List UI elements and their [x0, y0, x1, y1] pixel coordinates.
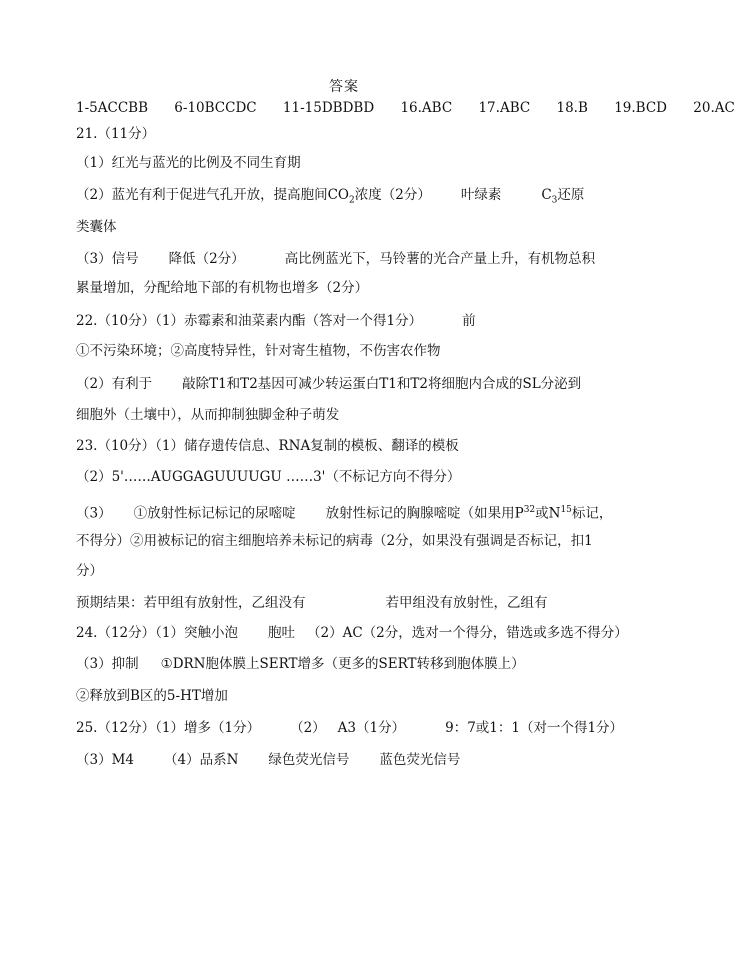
q21-part2-text: 还原 — [557, 187, 585, 203]
q22-line2: ①不污染环境；②高度特异性，针对寄生植物，不伤害农作物 — [76, 343, 441, 359]
q25-text: 9：7或1：1（对一个得1分） — [445, 720, 624, 736]
q21-part2-text: C — [541, 187, 552, 203]
q21-part3-text: 高比例蓝光下，马铃薯的光合产量上升，有机物总积 — [284, 251, 596, 267]
q21-part3-cont: 累量增加，分配给地下部的有机物也增多（2分） — [76, 280, 369, 296]
q21-heading: 21.（11分） — [76, 126, 156, 142]
multiple-choice-answers — [76, 98, 735, 118]
mc-answer: 19.BCD — [614, 100, 667, 116]
q25-text: 蓝色荧光信号 — [379, 752, 461, 768]
q24-line1 — [76, 623, 636, 643]
q23-line2: （2）5'……AUGGAGUUUUGU ……3'（不标记方向不得分） — [76, 469, 461, 485]
q21-part2-text: 浓度（2分） — [354, 187, 431, 203]
subscript: 3 — [551, 195, 558, 206]
q23-line3 — [76, 500, 636, 524]
q23-text: 预期结果：若甲组有放射性，乙组没有 — [76, 595, 306, 611]
q24-text: 24.（12分）（1）突触小泡 — [76, 625, 238, 641]
superscript: 32 — [523, 505, 536, 515]
q23-text: 若甲组没有放射性，乙组有 — [385, 595, 548, 611]
subscript: 2 — [349, 195, 355, 206]
q25-text: （2） — [290, 720, 326, 736]
q22-line4: 细胞外（土壤中），从而抑制独脚金种子萌发 — [76, 407, 340, 423]
q24-text: （2）AC（2分，选对一个得分，错选或多选不得分） — [307, 625, 628, 641]
q21-part3-text: （3）信号 — [76, 251, 139, 267]
q23-text: 放射性标记的胸腺嘧啶（如果用P — [325, 505, 524, 522]
q23-expected-result — [76, 593, 636, 613]
superscript: 15 — [560, 505, 572, 515]
page-title: 答案 — [329, 79, 359, 95]
q21-part1: （1）红光与蓝光的比例及不同生育期 — [76, 155, 301, 171]
q24-line2 — [76, 654, 636, 674]
q23-line1: 23.（10分）（1）储存遗传信息、RNA复制的模板、翻译的模板 — [76, 438, 459, 454]
q23-text: ①放射性标记标记的尿嘧啶 — [133, 505, 296, 522]
q24-text: （3）抑制 — [76, 656, 139, 672]
q22-text: 敲除T1和T2基因可减少转运蛋白T1和T2将细胞内合成的SL分泌到 — [182, 376, 582, 392]
q23-text: （3） — [76, 505, 112, 522]
mc-answer: 6-10BCCDC — [174, 100, 257, 116]
mc-answer: 17.ABC — [478, 100, 531, 116]
mc-answer: 16.ABC — [400, 100, 453, 116]
q21-part3 — [76, 249, 636, 269]
q23-line5: 分） — [76, 563, 103, 579]
q25-text: 绿色荧光信号 — [268, 752, 350, 768]
q22-text: （2）有利于 — [76, 376, 153, 392]
q25-line1 — [76, 718, 636, 738]
mc-answer: 11-15DBDBD — [282, 100, 375, 116]
q21-part2-cont: 类囊体 — [76, 219, 117, 235]
q25-text: （4）品系N — [164, 752, 239, 768]
q22-line3 — [76, 374, 636, 394]
mc-answer: 18.B — [556, 100, 588, 116]
mc-answer: 1-5ACCBB — [76, 100, 148, 116]
q21-part3-text: 降低（2分） — [168, 251, 245, 267]
q25-text: A3（1分） — [337, 720, 406, 736]
q24-line3: ②释放到B区的5-HT增加 — [76, 688, 228, 704]
q21-part2-text: （2）蓝光有利于促进气孔开放，提高胞间CO — [76, 187, 349, 203]
q21-part2 — [76, 185, 636, 211]
q25-text: （3）M4 — [76, 752, 135, 768]
q23-text: 标记， — [571, 505, 613, 522]
q25-text: 25.（12分）（1）增多（1分） — [76, 720, 261, 736]
q23-text: 或N — [535, 505, 561, 522]
q22-line1 — [76, 311, 636, 331]
q24-text: ①DRN胞体膜上SERT增多（更多的SERT转移到胞体膜上） — [160, 656, 525, 672]
q23-line4: 不得分）②用被标记的宿主细胞培养未标记的病毒（2分，如果没有强调是否标记，扣1 — [76, 533, 593, 549]
q25-line2 — [76, 750, 636, 770]
q21-part2-text: 叶绿素 — [460, 187, 502, 203]
mc-answer: 20.AC — [693, 100, 735, 116]
q24-text: 胞吐 — [268, 625, 295, 641]
q22-text: 前 — [462, 313, 476, 329]
q22-text: 22.（10分）（1）赤霉素和油菜素内酯（答对一个得1分） — [76, 313, 423, 329]
